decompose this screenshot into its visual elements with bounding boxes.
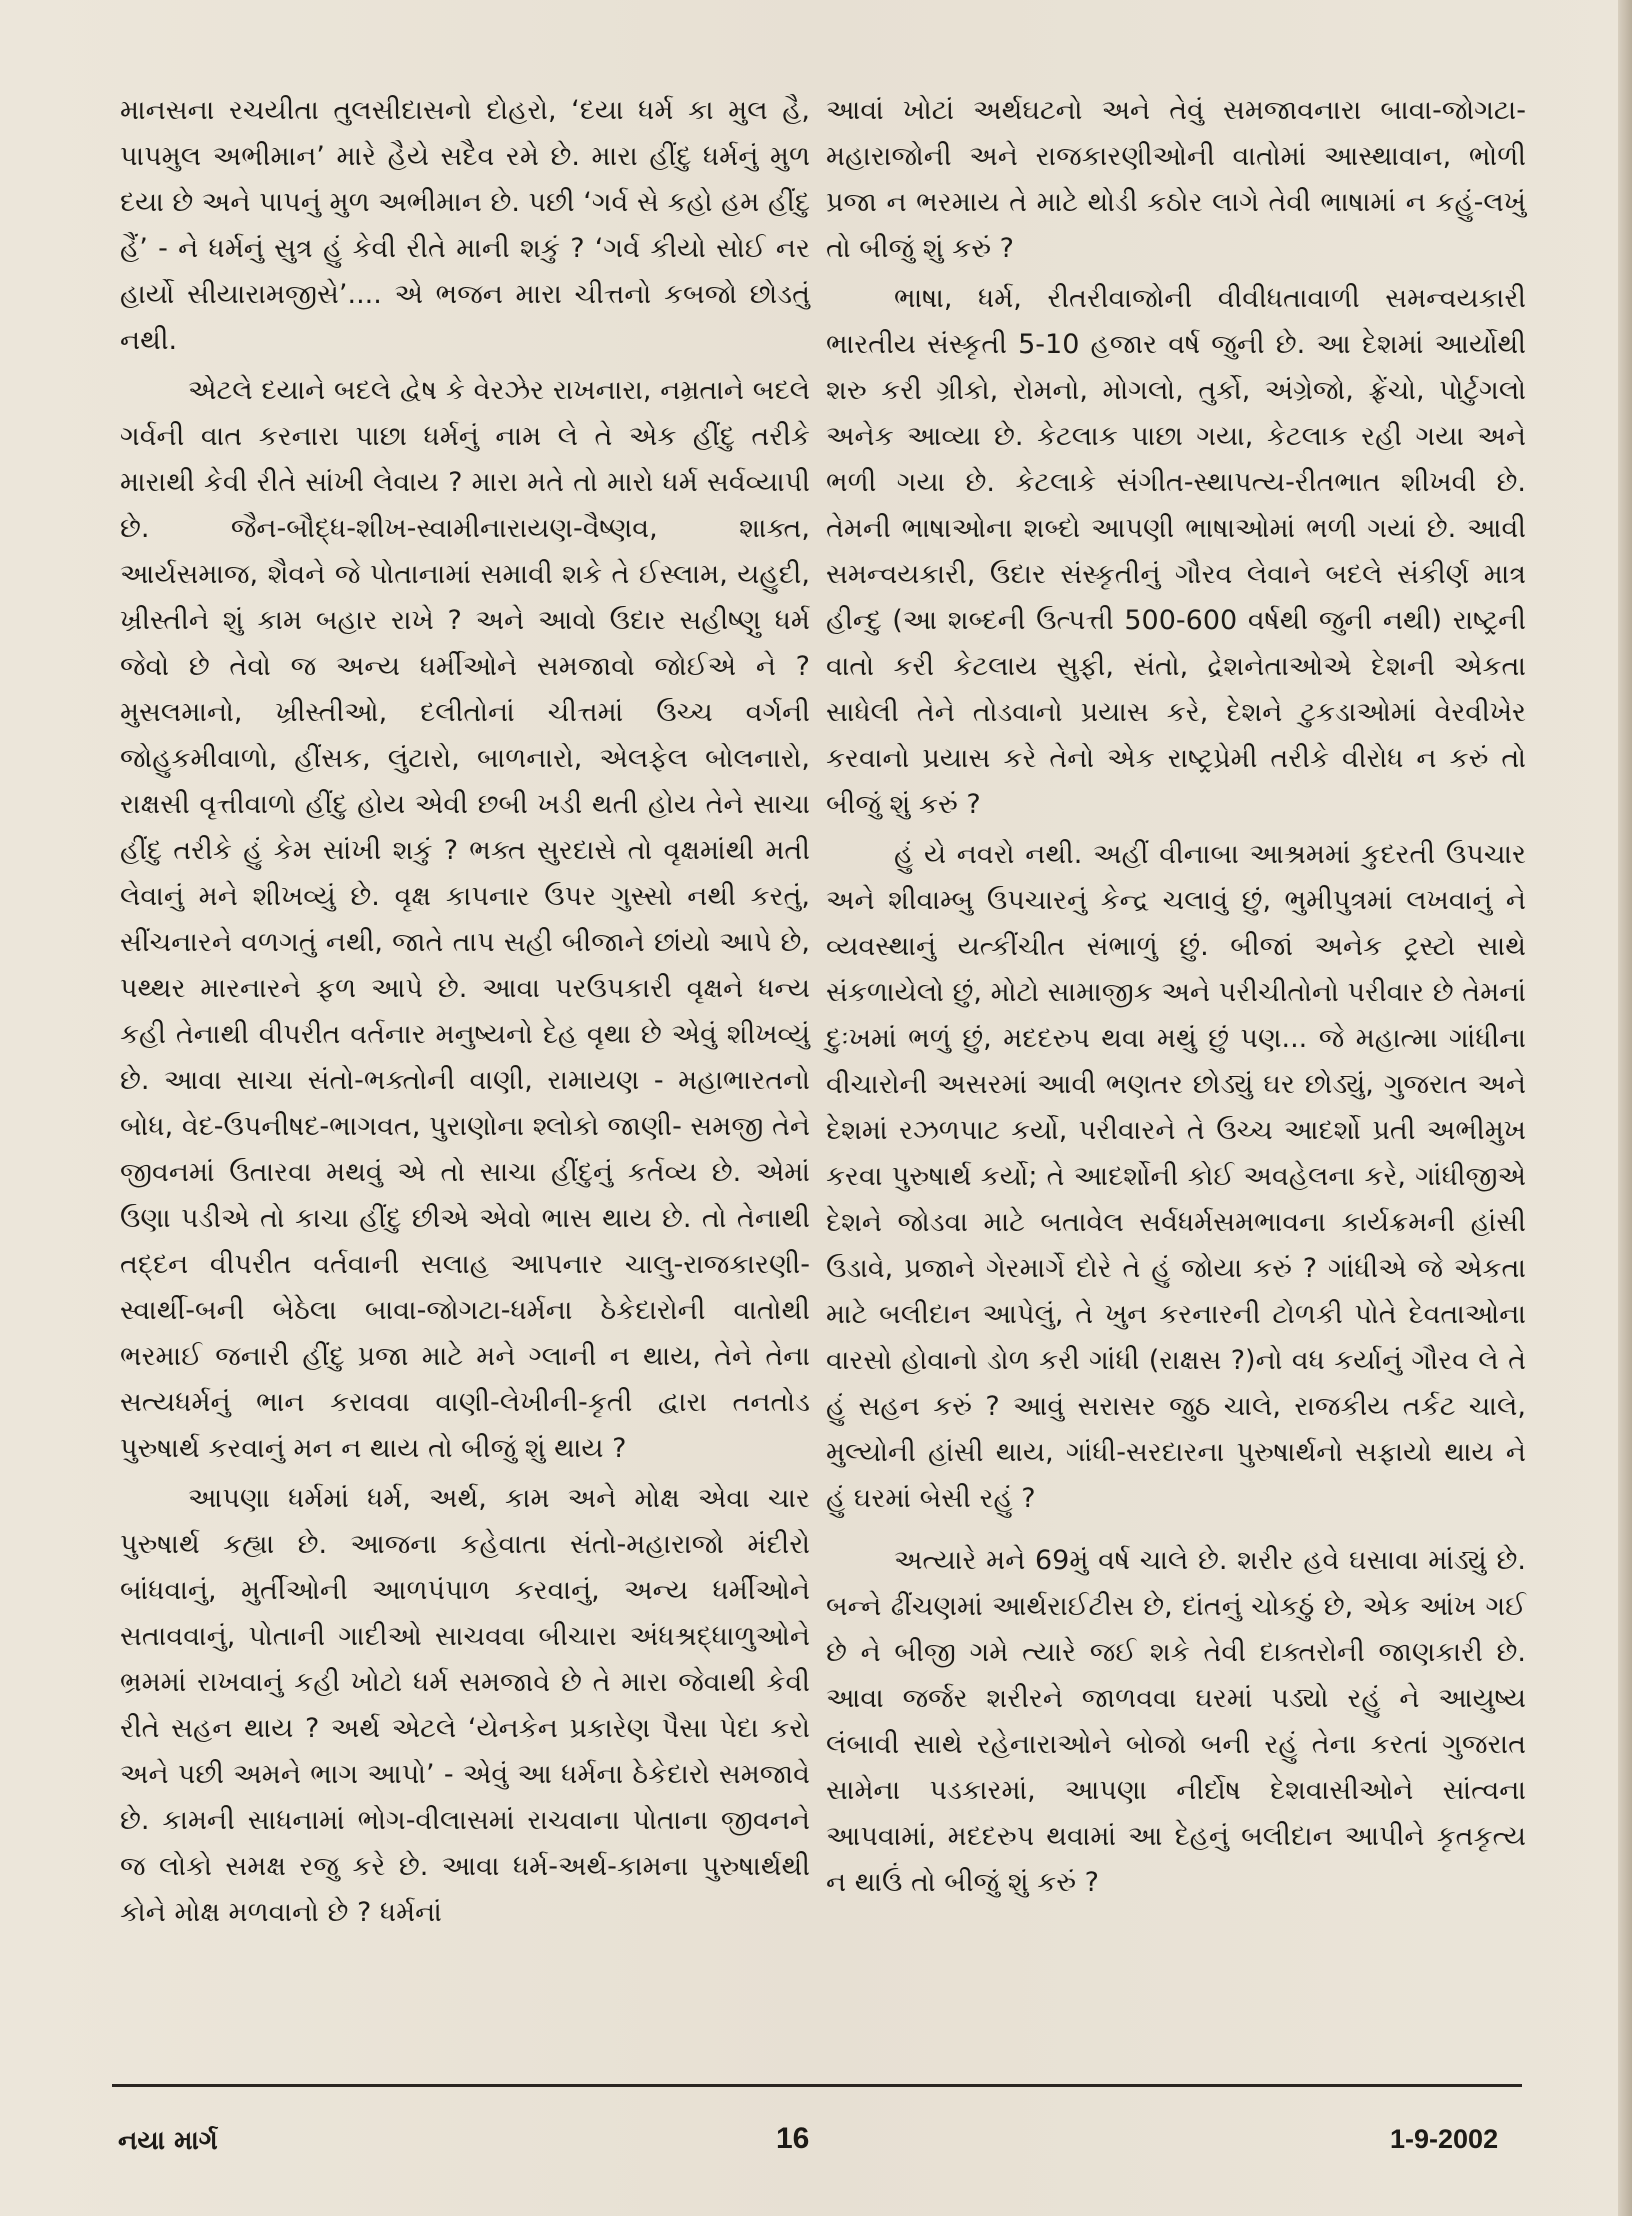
paragraph-personal-work: હું યે નવરો નથી. અહીં વીનાબા આશ્રમમાં કુદરતી ઉપચાર અને શીવામ્બુ ઉપચારનું કેન્દ્ર ચલાવું છું, ભુમીપુત્રમાં લખવાનું ને વ્યવસ્થાનું યત્કીંચીત સંભાળું છું. બીજાં અનેક ટ્રસ્ટો સાથે સંકળાયેલો છું, મોટો સામાજીક અને પરીચીતોનો પરીવાર છે તેમનાં દુઃખમાં ભળું છું, મદદરુપ થવા મથું છું પણ... જે મહાત્મા ગાંધીના વીચારોની અસરમાં આવી ભણતર છોડ્યું ઘર છોડ્યું, ગુજરાત અને દેશમાં રઝળપાટ કર્યો, પરીવારને તે ઉચ્ચ આદર્શો પ્રતી અભીમુખ કરવા પુરુષાર્થ કર્યો; તે આદર્શોની કોઈ અવહેલના કરે, ગાંધીજીએ દેશને જોડવા માટે બતાવેલ સર્વધર્મસમભાવના કાર્યક્રમની હાંસી ઉડાવે, પ્રજાને ગેરમાર્ગે દોરે તે હું જોયા કરું ? ગાંધીએ જે એકતા માટે બલીદાન આપેલું, તે ખુન કરનારની ટોળકી પોતે દેવતાઓના વારસો હોવાનો ડોળ કરી ગાંધી (રાક્ષસ ?)નો વધ કર્યાનું ગૌરવ લે તે હું સહન કરું ? આવું સરાસર જુઠ ચાલે, રાજકીય તર્કટ ચાલે, મુલ્યોની હાંસી થાય, ગાંધી-સરદારના પુરુષાર્થનો સફાયો થાય ને હું ઘરમાં બેસી રહું ?	[826, 839, 1526, 1514]
paragraph-tulsidas-quote: માનસના રચયીતા તુલસીદાસનો દોહરો, ‘દયા ધર્મ કા મુલ હૈ, પાપમુલ અભીમાન’ મારે હૈયે સદૈવ રમે છે. મારા હીંદુ ધર્મનું મુળ દયા છે અને પાપનું મુળ અભીમાન છે. પછી ‘ગર્વ સે કહો હમ હીંદુ હૈં’ - ને ધર્મનું સુત્ર હું કેવી રીતે માની શકું ? ‘ગર્વ કીયો સોઈ નર હાર્યો સીયારામજીસે’.... એ ભજન મારા ચીત્તનો કબજો છોડતું નથી.	[120, 95, 810, 356]
paragraph-hindu-tolerance: એટલે દયાને બદલે દ્વેષ કે વેરઝેર રાખનારા, નમ્રતાને બદલે ગર્વની વાત કરનારા પાછા ધર્મનું નામ લે તે એક હીંદુ તરીકે મારાથી કેવી રીતે સાંખી લેવાય ? મારા મતે તો મારો ધર્મ સર્વવ્યાપી છે. જૈન-બૌદ્ધ-શીખ-સ્વામીનારાયણ-વૈષ્ણવ, શાક્ત, આર્યસમાજ, શૈવને જે પોતાનામાં સમાવી શકે તે ઈસ્લામ, યહુદી, ખ્રીસ્તીને શું કામ બહાર રાખે ? અને આવો ઉદાર સહીષ્ણુ ધર્મ જેવો છે તેવો જ અન્ય ધર્મીઓને સમજાવો જોઈએ ને ? મુસલમાનો, ખ્રીસ્તીઓ, દલીતોનાં ચીત્તમાં ઉચ્ચ વર્ગની જોહુકમીવાળો, હીંસક, લુંટારો, બાળનારો, એલફેલ બોલનારો, રાક્ષસી વૃત્તીવાળો હીંદુ હોય એવી છબી ખડી થતી હોય તેને સાચા હીંદુ તરીકે હું કેમ સાંખી શકું ? ભક્ત સુરદાસે તો વૃક્ષમાંથી મતી લેવાનું મને શીખવ્યું છે. વૃક્ષ કાપનાર ઉપર ગુસ્સો નથી કરતું, સીંચનારને વળગતું નથી, જાતે તાપ સહી બીજાને છાંયો આપે છે, પથ્થર મારનારને ફળ આપે છે. આવા પરઉપકારી વૃક્ષને ધન્ય કહી તેનાથી વીપરીત વર્તનાર મનુષ્યનો દેહ વૃથા છે એવું શીખવ્યું છે. આવા સાચા સંતો-ભક્તોની વાણી, રામાયણ - મહાભારતનો બોધ, વેદ-ઉપનીષદ-ભાગવત, પુરાણોના શ્લોકો જાણી- સમજી તેને જીવનમાં ઉતારવા મથવું એ તો સાચા હીંદુનું કર્તવ્ય છે. એમાં ઉણા પડીએ તો કાચા હીંદુ છીએ એવો ભાસ થાય છે. તો તેનાથી તદ્દન વીપરીત વર્તવાની સલાહ આપનાર ચાલુ-રાજકારણી-સ્વાર્થી-બની બેઠેલા બાવા-જોગટા-ધર્મના ઠેકેદારોની વાતોથી ભરમાઈ જનારી હીંદુ પ્રજા માટે મને ગ્લાની ન થાય, તેને તેના સત્યધર્મનું ભાન કરાવવા વાણી-લેખીની-કૃતી દ્વારા તનતોડ પુરુષાર્થ કરવાનું મન ન થાય તો બીજું શું થાય ?	[120, 375, 810, 1464]
issue-date: 1-9-2002	[1390, 2124, 1499, 2154]
paragraph-four-purusharthas: આપણા ધર્મમાં ધર્મ, અર્થ, કામ અને મોક્ષ એવા ચાર પુરુષાર્થ કહ્યા છે. આજના કહેવાતા સંતો-મહારાજો મંદીરો બાંધવાનું, મુર્તીઓની આળપંપાળ કરવાનું, અન્ય ધર્મીઓને સતાવવાનું, પોતાની ગાદીઓ સાચવવા બીચારા અંધશ્રદ્ધાળુઓને ભ્રમમાં રાખવાનું કહી ખોટો ધર્મ સમજાવે છે તે મારા જેવાથી કેવી રીતે સહન થાય ? અર્થ એટલે ‘યેનકેન પ્રકારેણ પૈસા પેદા કરો અને પછી અમને ભાગ આપો’ - એવું આ ધર્મના ઠેકેદારો સમજાવે છે. કામની સાધનામાં ભોગ-વીલાસમાં રાચવાના પોતાના જીવનને જ લોકો સમક્ષ રજુ કરે છે. આવા ધર્મ-અર્થ-કામના પુરુષાર્થથી કોને મોક્ષ મળવાનો છે ? ધર્મનાં	[120, 1483, 810, 1928]
paragraph-indian-culture: ભાષા, ધર્મ, રીતરીવાજોની વીવીધતાવાળી સમન્વયકારી ભારતીય સંસ્કૃતી 5-10 હજાર વર્ષ જુની છે. આ દેશમાં આર્યોથી શરુ કરી ગ્રીકો, રોમનો, મોગલો, તુર્કો, અંગ્રેજો, ફ્રેંચો, પોર્ટુગલો અનેક આવ્યા છે. કેટલાક પાછા ગયા, કેટલાક રહી ગયા અને ભળી ગયા છે. કેટલાકે સંગીત-સ્થાપત્ય-રીતભાત શીખવી છે. તેમની ભાષાઓના શબ્દો આપણી ભાષાઓમાં ભળી ગયાં છે. આવી સમન્વયકારી, ઉદાર સંસ્કૃતીનું ગૌરવ લેવાને બદલે સંકીર્ણ માત્ર હીન્દુ (આ શબ્દની ઉત્પત્તી 500-600 વર્ષથી જુની નથી) રાષ્ટ્રની વાતો કરી કેટલાય સુફી, સંતો, દ્રેશનેતાઓએ દેશની એકતા સાધેલી તેને તોડવાનો પ્રયાસ કરે, દેશને ટુકડાઓમાં વેરવીખેર કરવાનો પ્રયાસ કરે તેનો એક રાષ્ટ્રપ્રેમી તરીકે વીરોધ ન કરું તો બીજું શું કરું ?	[826, 283, 1526, 820]
publication-name: નયા માર્ગ	[118, 2126, 218, 2156]
left-text-column	[120, 88, 810, 1940]
page-number: 16	[776, 2122, 810, 2155]
paragraph-false-interpretations: આવાં ખોટાં અર્થઘટનો અને તેવું સમજાવનારા બાવા-જોગટા-મહારાજોની અને રાજકારણીઓની વાતોમાં આસ્થાવાન, ભોળી પ્રજા ન ભરમાય તે માટે થોડી કઠોર લાગે તેવી ભાષામાં ન કહું-લખું તો બીજું શું કરું ?	[826, 95, 1526, 264]
paragraph-age-sacrifice: અત્યારે મને 69મું વર્ષ ચાલે છે. શરીર હવે ઘસાવા માંડ્યું છે. બન્ને ઢીંચણમાં આર્થરાઈટીસ છે, દાંતનું ચોકઠું છે, એક આંખ ગઈ છે ને બીજી ગમે ત્યારે જઈ શકે તેવી દાક્તરોની જાણકારી છે. આવા જર્જર શરીરને જાળવવા ઘરમાં પડ્યો રહું ને આયુષ્ય લંબાવી સાથે રહેનારાઓને બોજો બની રહું તેના કરતાં ગુજરાત સામેના પડકારમાં, આપણા નીર્દોષ દેશવાસીઓને સાંત્વના આપવામાં, મદદરુપ થવામાં આ દેહનું બલીદાન આપીને કૃતકૃત્ય ન થાઉં તો બીજું શું કરું ?	[826, 1545, 1526, 1898]
footer-divider	[112, 2084, 1522, 2087]
page-edge	[1618, 0, 1632, 2216]
right-text-column	[826, 88, 1526, 1910]
